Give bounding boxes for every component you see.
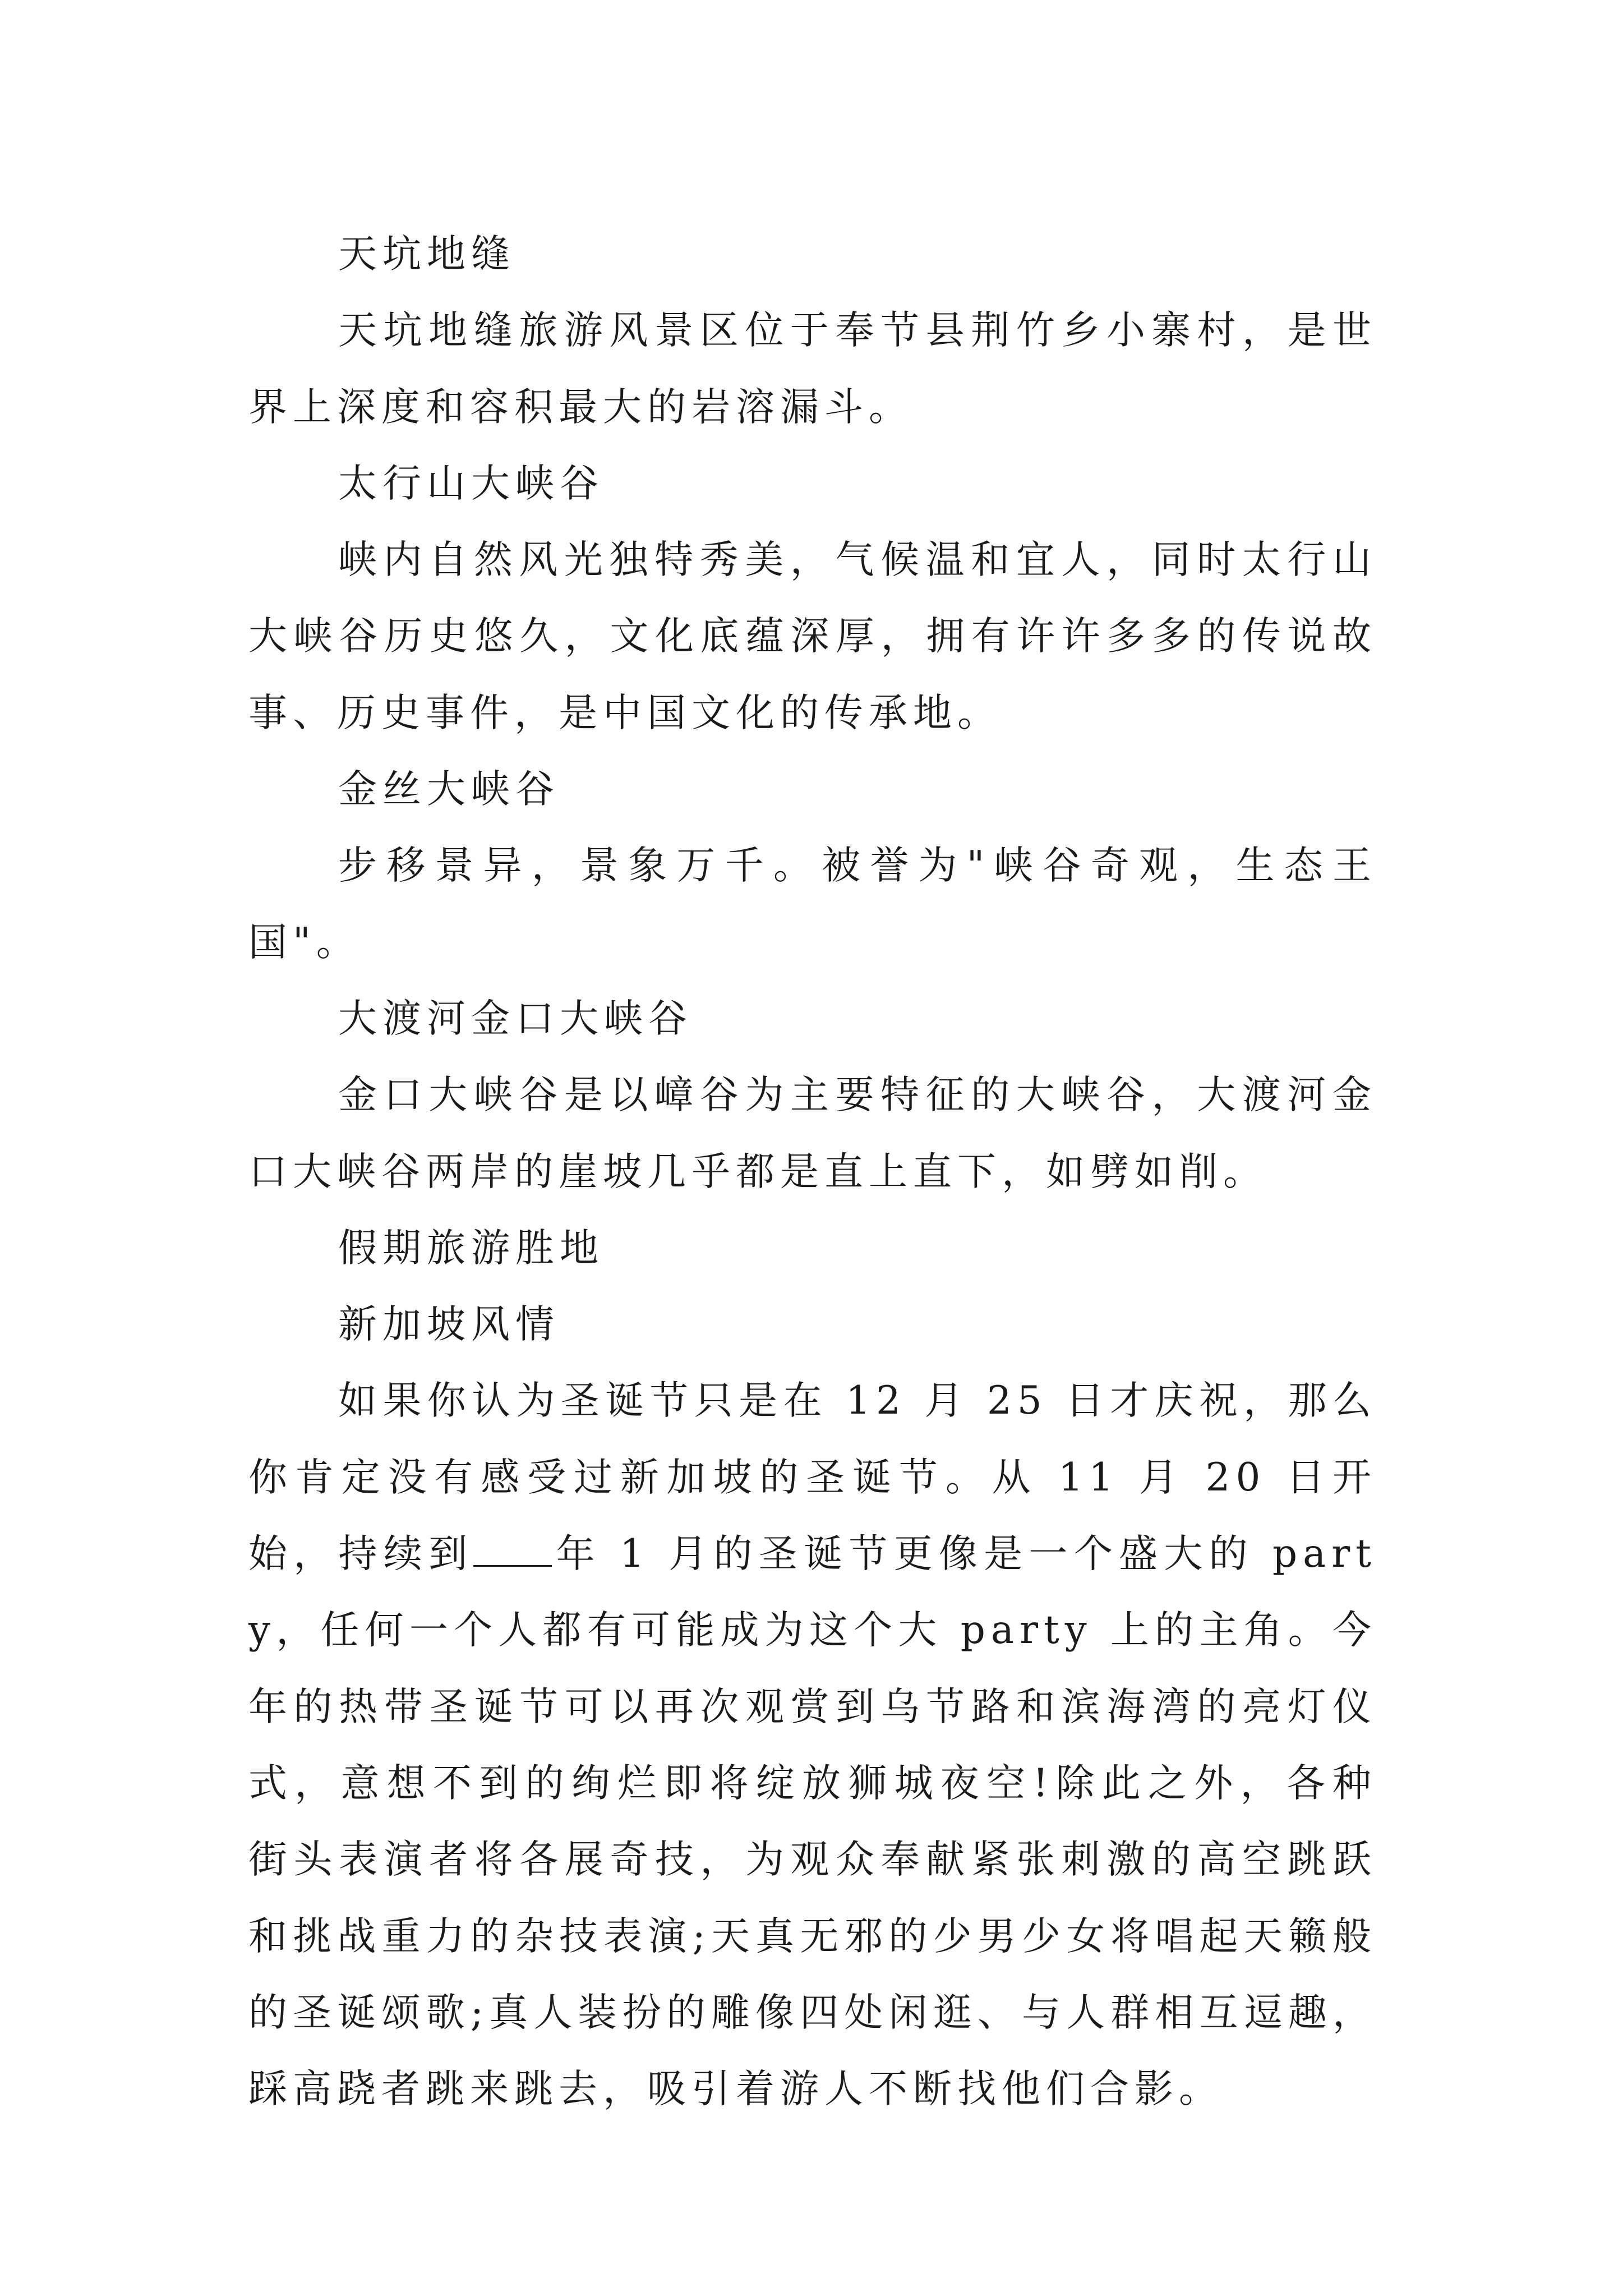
fill-in-blank (473, 1535, 552, 1567)
document-content (248, 216, 1377, 2127)
singapore-body-part1: 如果你认为圣诞节只是在 12 月 25 日才庆祝，那么你肯定没有感受过新加坡的圣诞节。从 11 月 20 日开始，持续到 (248, 1378, 1377, 1577)
section-heading-tiankeng: 天坑地缝 (338, 232, 515, 277)
section-body-dadu: 金口大峡谷是以嶂谷为主要特征的大峡谷，大渡河金口大峡谷两岸的崖坡几乎都是直上直下，如劈如削。 (248, 1073, 1377, 1194)
singapore-subheading: 新加坡风情 (338, 1302, 560, 1347)
section-heading-taihang: 太行山大峡谷 (338, 461, 604, 506)
holiday-heading: 假期旅游胜地 (338, 1225, 604, 1271)
singapore-body-part2: 年 1 月的圣诞节更像是一个盛大的 party，任何一个人都有可能成为这个大 party 上的主角。今年的热带圣诞节可以再次观赏到乌节路和滨海湾的亮灯仪式，意想不到的绚烂即将绽放狮城夜空!除此之外，各种街头表演者将各展奇技，为观众奉献紧张刺激的高空跳跃和挑战重力的杂技表演;天真无邪的少男少女将唱起天籁般的圣诞颂歌;真人装扮的雕像四处闲逛、与人群相互逗趣，踩高跷者跳来跳去，吸引着游人不断找他们合影。 (248, 1531, 1377, 2112)
singapore-body (248, 1363, 1377, 2127)
section-body-tiankeng: 天坑地缝旅游风景区位于奉节县荆竹乡小寨村，是世界上深度和容积最大的岩溶漏斗。 (248, 308, 1377, 430)
section-heading-jinsi: 金丝大峡谷 (338, 767, 560, 812)
section-body-jinsi: 步移景异，景象万千。被誉为"峡谷奇观，生态王国"。 (248, 843, 1377, 965)
section-body-taihang: 峡内自然风光独特秀美，气候温和宜人，同时太行山大峡谷历史悠久，文化底蕴深厚，拥有许许多多的传说故事、历史事件，是中国文化的传承地。 (248, 537, 1377, 735)
section-heading-dadu: 大渡河金口大峡谷 (338, 996, 693, 1041)
